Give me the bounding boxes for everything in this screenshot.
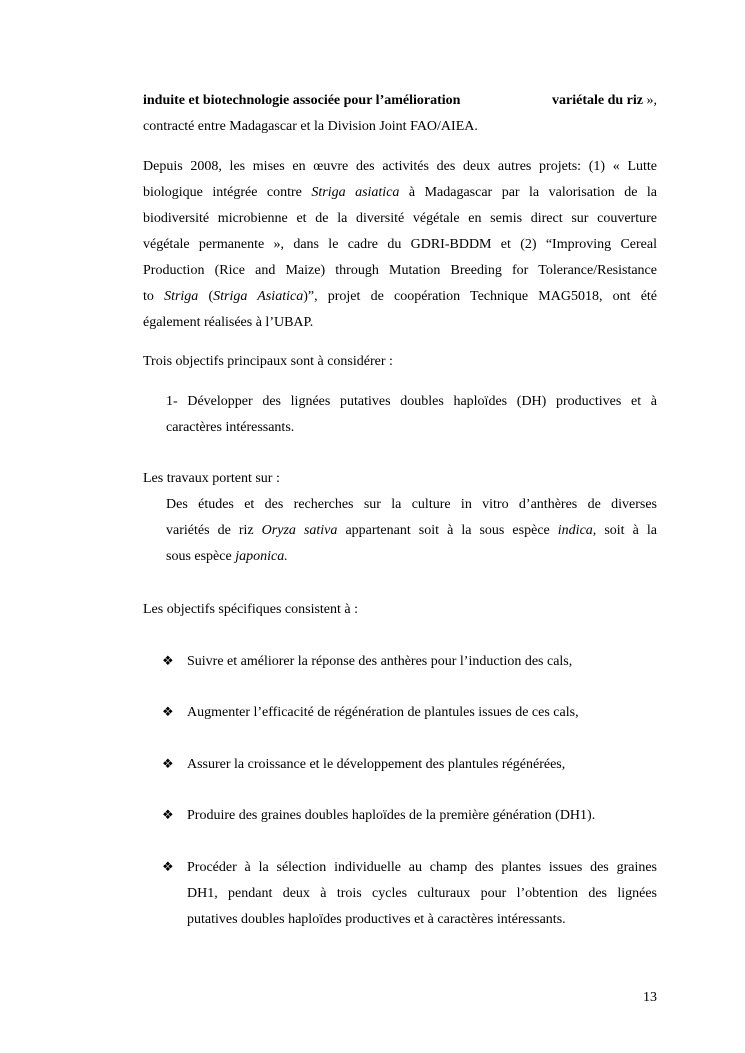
paragraph-line: végétale permanente », dans le cadre du GDRI-BDDM et (2) “Improving Cereal [143,237,657,252]
paragraph-line: DH1, pendant deux à trois cycles culturaux pour l’obtention des lignées [187,886,657,901]
bold-project-title-part2: variétale du riz [552,93,643,108]
list-item-text: Produire des graines doubles haploïdes de la première génération (DH1). [187,808,596,823]
paragraph-line: 1- Développer des lignées putatives doubles haploïdes (DH) productives et à [166,394,657,409]
paragraph-text-run: to [143,289,165,304]
genus-name: Striga [164,289,199,304]
paragraph-text-run: , soit à la [592,523,657,538]
paragraph-line: putatives doubles haploïdes productives et à caractères intéressants. [187,912,566,927]
paragraph-line: également réalisées à l’UBAP. [143,315,314,330]
species-name: Striga Asiatica [213,289,304,304]
diamond-bullet-icon: ❖ [162,860,174,875]
species-name: Oryza sativa [261,523,338,538]
list-item-text: Suivre et améliorer la réponse des anthères pour l’induction des cals, [187,654,573,669]
list-item-text: Assurer la croissance et le développement des plantules régénérées, [187,757,566,772]
main-objectives-intro: Trois objectifs principaux sont à considérer : [143,354,393,369]
paragraph-text-run: biologique intégrée contre [143,185,312,200]
paragraph-line [143,180,657,206]
paragraph-line [143,88,657,114]
objective-1-paragraph [166,389,657,441]
paragraph-line [166,518,657,544]
paragraph-line: Depuis 2008, les mises en œuvre des activités des deux autres projets: (1) « Lutte [143,159,657,174]
paragraph-line: contracté entre Madagascar et la Division Joint FAO/AIEA. [143,119,478,134]
diamond-bullet-icon: ❖ [162,654,174,669]
subspecies-name: indica [557,523,593,538]
paragraph-line: biodiversité microbienne et de la diversité végétale en semis direct sur couverture [143,211,657,226]
paragraph-line [143,284,657,310]
work-description-paragraph [166,492,657,570]
paragraph-text-run: à Madagascar par la valorisation de la [399,185,657,200]
paragraph-line: caractères intéressants. [166,420,295,435]
paragraph-text-run [552,88,657,114]
species-name: Striga asiatica [311,185,400,200]
bold-project-title-part1: induite et biotechnologie associée pour l’amélioration [143,93,461,108]
projects-paragraph [143,154,657,336]
paragraph-text-run: variétés de riz [166,523,262,538]
paragraph-line: Production (Rice and Maize) through Mutation Breeding for Tolerance/Resistance [143,263,657,278]
intro-continuation-paragraph [143,88,657,140]
paragraph-text-run: ( [198,289,214,304]
paragraph-text-run: appartenant soit à la sous espèce [337,523,558,538]
paragraph-text-run: )”, projet de coopération Technique MAG5018, ont été [303,289,658,304]
list-item-text [187,855,657,933]
paragraph-line: Procéder à la sélection individuelle au champ des plantes issues des graines [187,860,657,875]
diamond-bullet-icon: ❖ [162,757,174,772]
list-item-text: Augmenter l’efficacité de régénération de plantules issues de ces cals, [187,705,579,720]
page-number: 13 [643,990,657,1005]
subspecies-name: japonica. [235,549,288,564]
diamond-bullet-icon: ❖ [162,705,174,720]
work-intro: Les travaux portent sur : [143,471,280,486]
diamond-bullet-icon: ❖ [162,808,174,823]
paragraph-line [166,544,657,570]
paragraph-line: Des études et des recherches sur la culture in vitro d’anthères de diverses [166,497,657,512]
paragraph-text-run: sous espèce [166,549,236,564]
specific-objectives-intro: Les objectifs spécifiques consistent à : [143,602,358,617]
closing-quote: », [643,93,657,108]
